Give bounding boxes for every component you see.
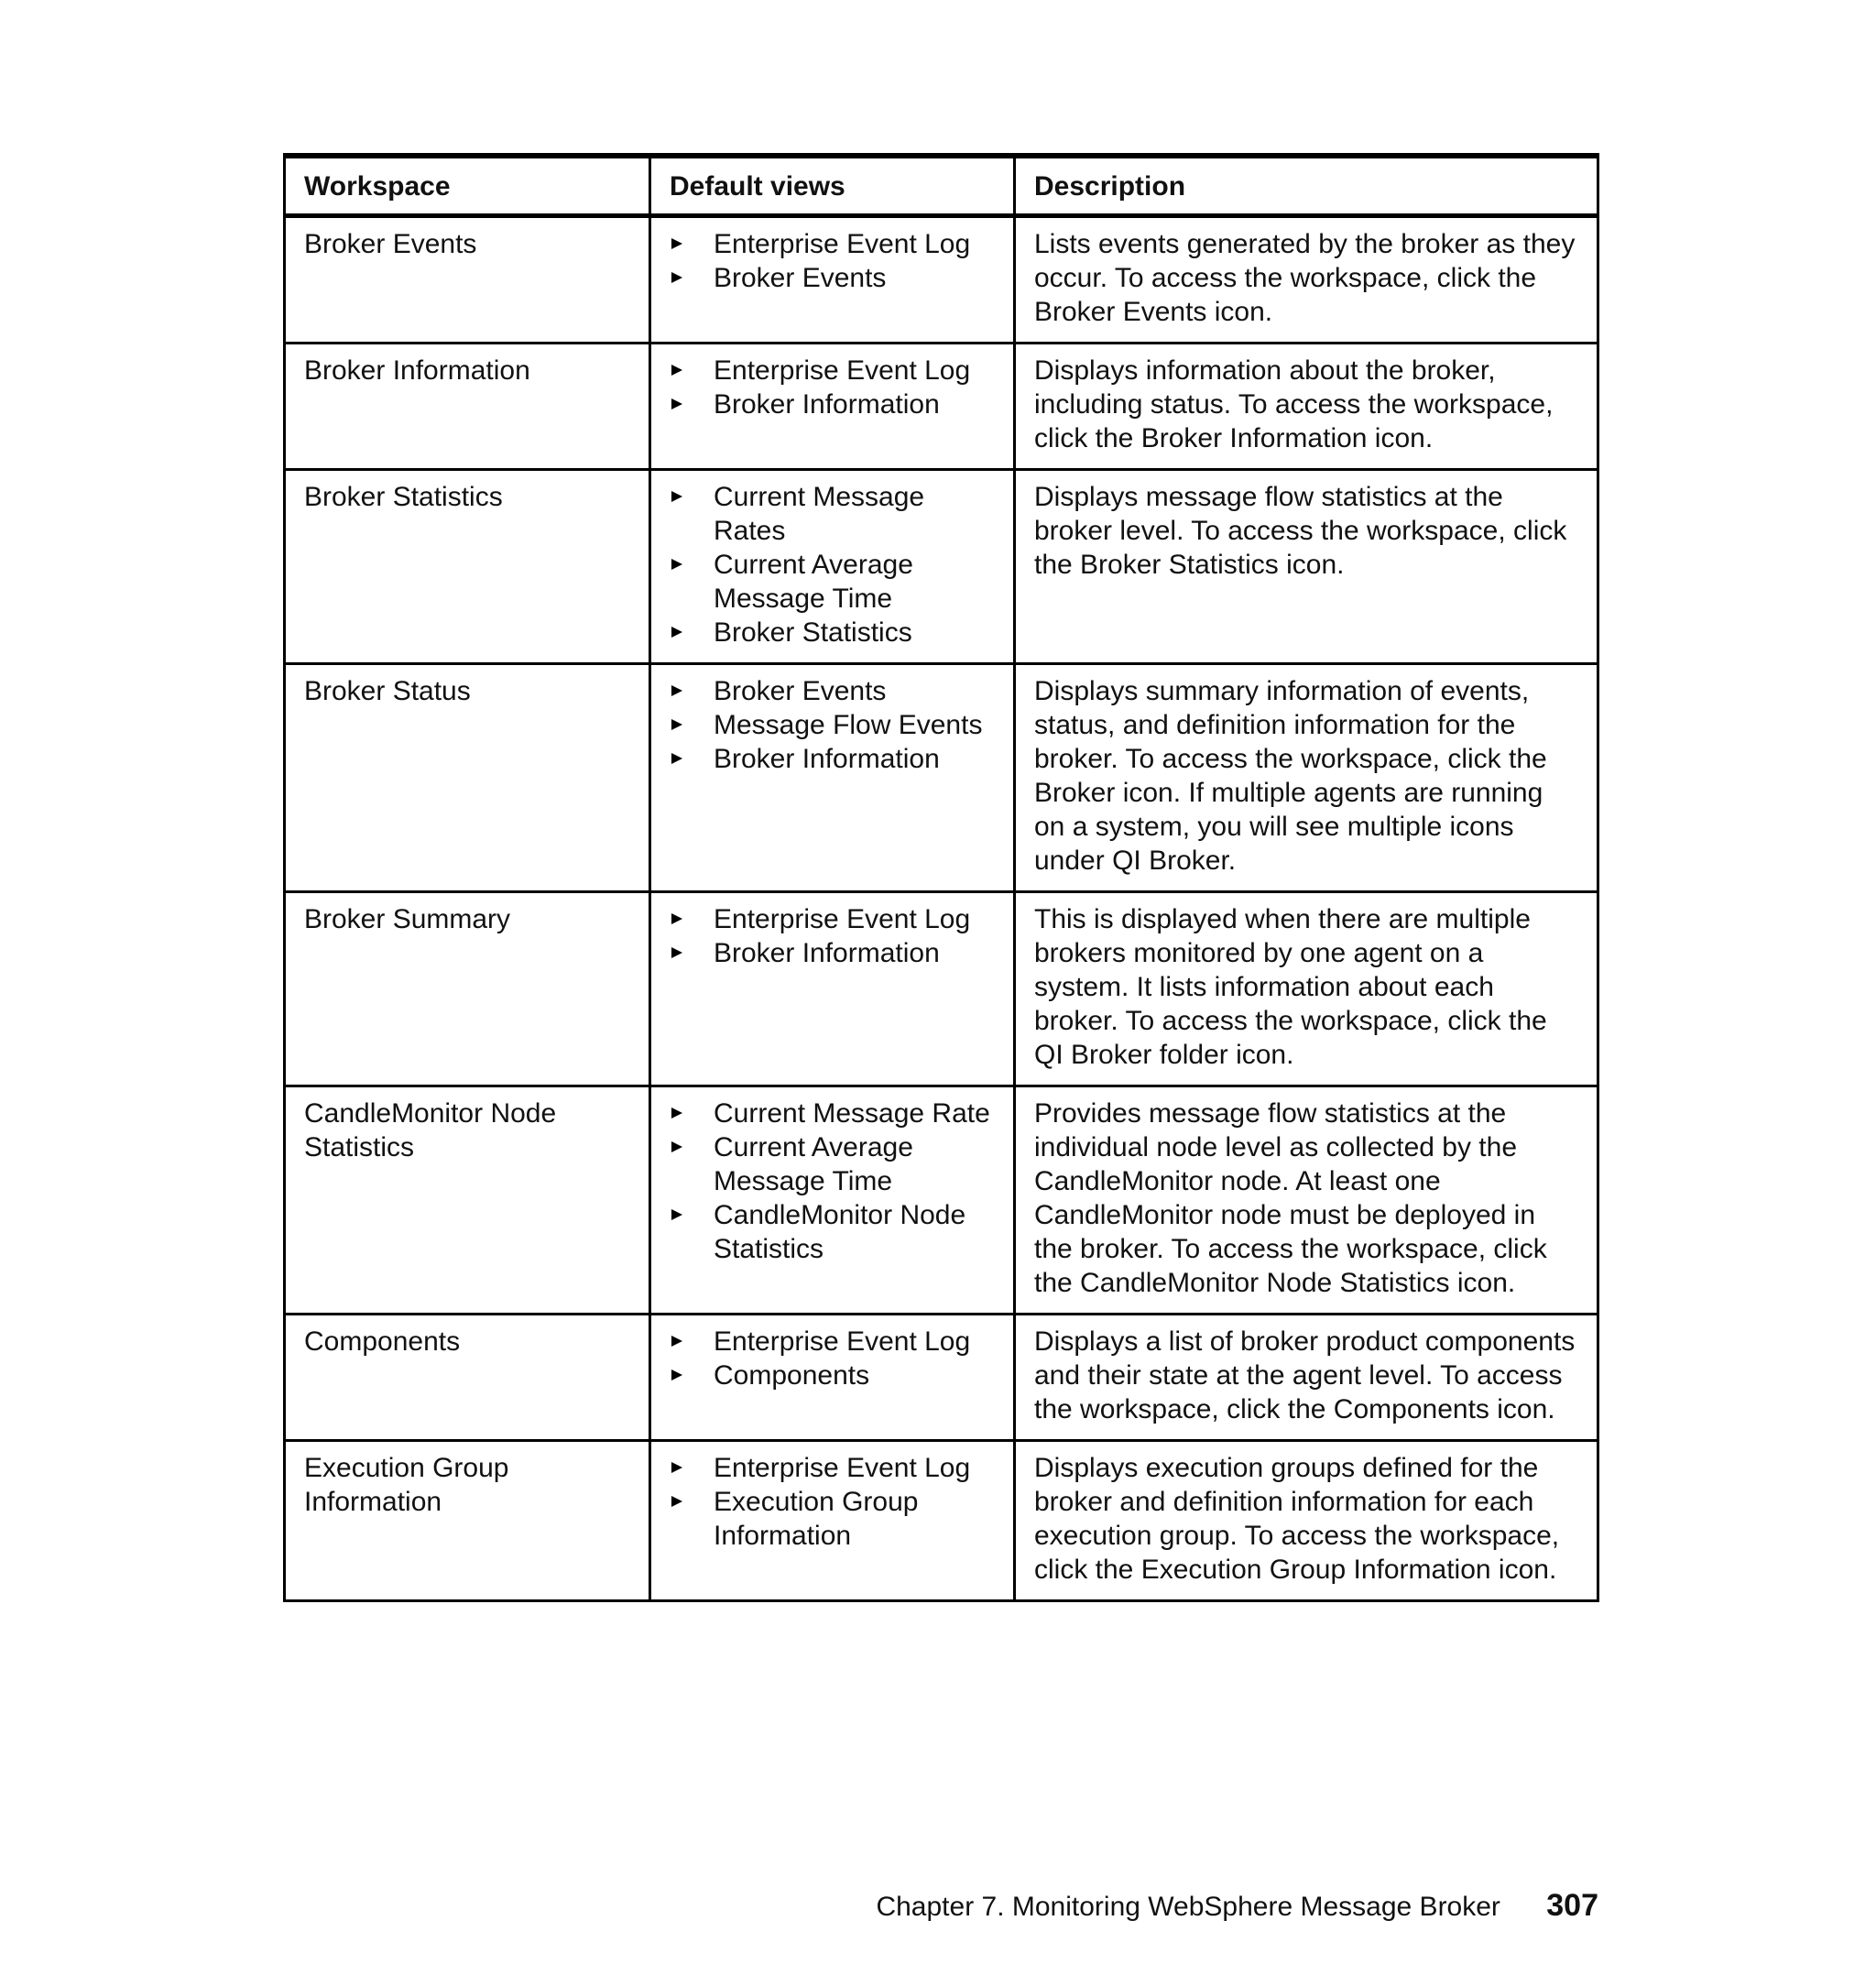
view-name: Broker Statistics	[714, 617, 912, 648]
default-views-cell	[650, 1086, 1015, 1315]
default-views-cell	[650, 892, 1015, 1086]
triangle-bullet-icon	[671, 1462, 682, 1473]
default-views-cell	[650, 344, 1015, 470]
list-item	[670, 387, 995, 421]
description-cell: Lists events generated by the broker as they occur. To access the workspace, click the Broker Events icon.	[1015, 216, 1598, 344]
view-name: Execution Group Information	[714, 1487, 919, 1551]
list-item	[670, 742, 995, 776]
description-cell: This is displayed when there are multiple brokers monitored by one agent on a system. It lists information about each broker. To access the workspace, click the QI Broker folder icon.	[1015, 892, 1598, 1086]
triangle-bullet-icon	[671, 398, 682, 409]
triangle-bullet-icon	[671, 491, 682, 502]
table-row	[285, 892, 1598, 1086]
description-cell: Displays message flow statistics at the broker level. To access the workspace, click the Broker Statistics icon.	[1015, 470, 1598, 664]
view-name: CandleMonitor Node Statistics	[714, 1200, 966, 1264]
workspace-name-cell: Broker Statistics	[285, 470, 650, 664]
header-default-views: Default views	[650, 156, 1015, 216]
list-item	[670, 616, 995, 649]
list-item	[670, 261, 995, 295]
triangle-bullet-icon	[671, 1369, 682, 1380]
default-views-cell	[650, 1441, 1015, 1601]
triangle-bullet-icon	[671, 947, 682, 958]
triangle-bullet-icon	[671, 1108, 682, 1118]
list-item	[670, 1198, 995, 1266]
default-views-list	[670, 1325, 995, 1392]
triangle-bullet-icon	[671, 719, 682, 730]
list-item	[670, 1325, 995, 1359]
chapter-title: Chapter 7. Monitoring WebSphere Message Broker	[876, 1892, 1500, 1922]
list-item	[670, 227, 995, 261]
table-row	[285, 1086, 1598, 1315]
page-footer	[870, 1882, 1598, 1928]
table-row	[285, 470, 1598, 664]
list-item	[670, 354, 995, 387]
list-item	[670, 936, 995, 970]
triangle-bullet-icon	[671, 238, 682, 249]
view-name: Current Average Message Time	[714, 1132, 913, 1196]
list-item	[670, 708, 995, 742]
triangle-bullet-icon	[671, 627, 682, 638]
view-name: Message Flow Events	[714, 710, 983, 740]
view-name: Enterprise Event Log	[714, 229, 971, 259]
triangle-bullet-icon	[671, 1141, 682, 1152]
list-item	[670, 1130, 995, 1198]
description-cell: Provides message flow statistics at the individual node level as collected by the CandleMonitor node. At least one CandleMonitor node must be deployed in the broker. To access the workspace, click the CandleMonitor Node Statistics icon.	[1015, 1086, 1598, 1315]
default-views-cell	[650, 1315, 1015, 1441]
view-name: Broker Events	[714, 263, 887, 293]
workspace-name-cell: Broker Status	[285, 664, 650, 892]
description-cell: Displays execution groups defined for the broker and definition information for each execution group. To access the workspace, click the Execution Group Information icon.	[1015, 1441, 1598, 1601]
triangle-bullet-icon	[671, 1209, 682, 1220]
triangle-bullet-icon	[671, 913, 682, 924]
view-name: Current Average Message Time	[714, 550, 913, 614]
table-row	[285, 216, 1598, 344]
list-item	[670, 1485, 995, 1553]
table-header-row	[285, 156, 1598, 216]
view-name: Broker Information	[714, 744, 940, 774]
view-name: Broker Information	[714, 938, 940, 968]
list-item	[670, 902, 995, 936]
table-row	[285, 664, 1598, 892]
header-description: Description	[1015, 156, 1598, 216]
workspace-name-cell: Broker Events	[285, 216, 650, 344]
list-item	[670, 1451, 995, 1485]
view-name: Enterprise Event Log	[714, 1453, 971, 1483]
view-name: Current Message Rate	[714, 1098, 990, 1129]
list-item	[670, 674, 995, 708]
default-views-cell	[650, 470, 1015, 664]
default-views-cell	[650, 664, 1015, 892]
view-name: Enterprise Event Log	[714, 904, 971, 934]
description-cell: Displays a list of broker product components and their state at the agent level. To access the workspace, click the Components icon.	[1015, 1315, 1598, 1441]
default-views-list	[670, 1097, 995, 1266]
view-name: Broker Information	[714, 389, 940, 420]
list-item	[670, 1097, 995, 1130]
table-row	[285, 1441, 1598, 1601]
triangle-bullet-icon	[671, 753, 682, 764]
default-views-cell	[650, 216, 1015, 344]
default-views-list	[670, 1451, 995, 1553]
triangle-bullet-icon	[671, 365, 682, 376]
list-item	[670, 480, 995, 548]
workspace-table	[283, 153, 1599, 1602]
triangle-bullet-icon	[671, 1336, 682, 1347]
workspace-name-cell: Execution Group Information	[285, 1441, 650, 1601]
view-name: Current Message Rates	[714, 482, 925, 546]
default-views-list	[670, 480, 995, 649]
view-name: Broker Events	[714, 676, 887, 706]
description-cell: Displays information about the broker, including status. To access the workspace, click the Broker Information icon.	[1015, 344, 1598, 470]
workspace-name-cell: Components	[285, 1315, 650, 1441]
default-views-list	[670, 902, 995, 970]
default-views-list	[670, 674, 995, 776]
triangle-bullet-icon	[671, 1496, 682, 1507]
view-name: Components	[714, 1360, 870, 1391]
header-workspace: Workspace	[285, 156, 650, 216]
triangle-bullet-icon	[671, 559, 682, 570]
triangle-bullet-icon	[671, 272, 682, 283]
workspace-name-cell: CandleMonitor Node Statistics	[285, 1086, 650, 1315]
table-body	[285, 216, 1598, 1601]
list-item	[670, 548, 995, 616]
triangle-bullet-icon	[671, 685, 682, 696]
table-row	[285, 344, 1598, 470]
default-views-list	[670, 227, 995, 295]
view-name: Enterprise Event Log	[714, 355, 971, 386]
page-number: 307	[1546, 1888, 1598, 1923]
view-name: Enterprise Event Log	[714, 1326, 971, 1357]
list-item	[670, 1359, 995, 1392]
table-row	[285, 1315, 1598, 1441]
description-cell: Displays summary information of events, status, and definition information for the broker. To access the workspace, click the Broker icon. If multiple agents are running on a system, you will see multiple icons under QI Broker.	[1015, 664, 1598, 892]
workspace-name-cell: Broker Summary	[285, 892, 650, 1086]
default-views-list	[670, 354, 995, 421]
workspace-name-cell: Broker Information	[285, 344, 650, 470]
